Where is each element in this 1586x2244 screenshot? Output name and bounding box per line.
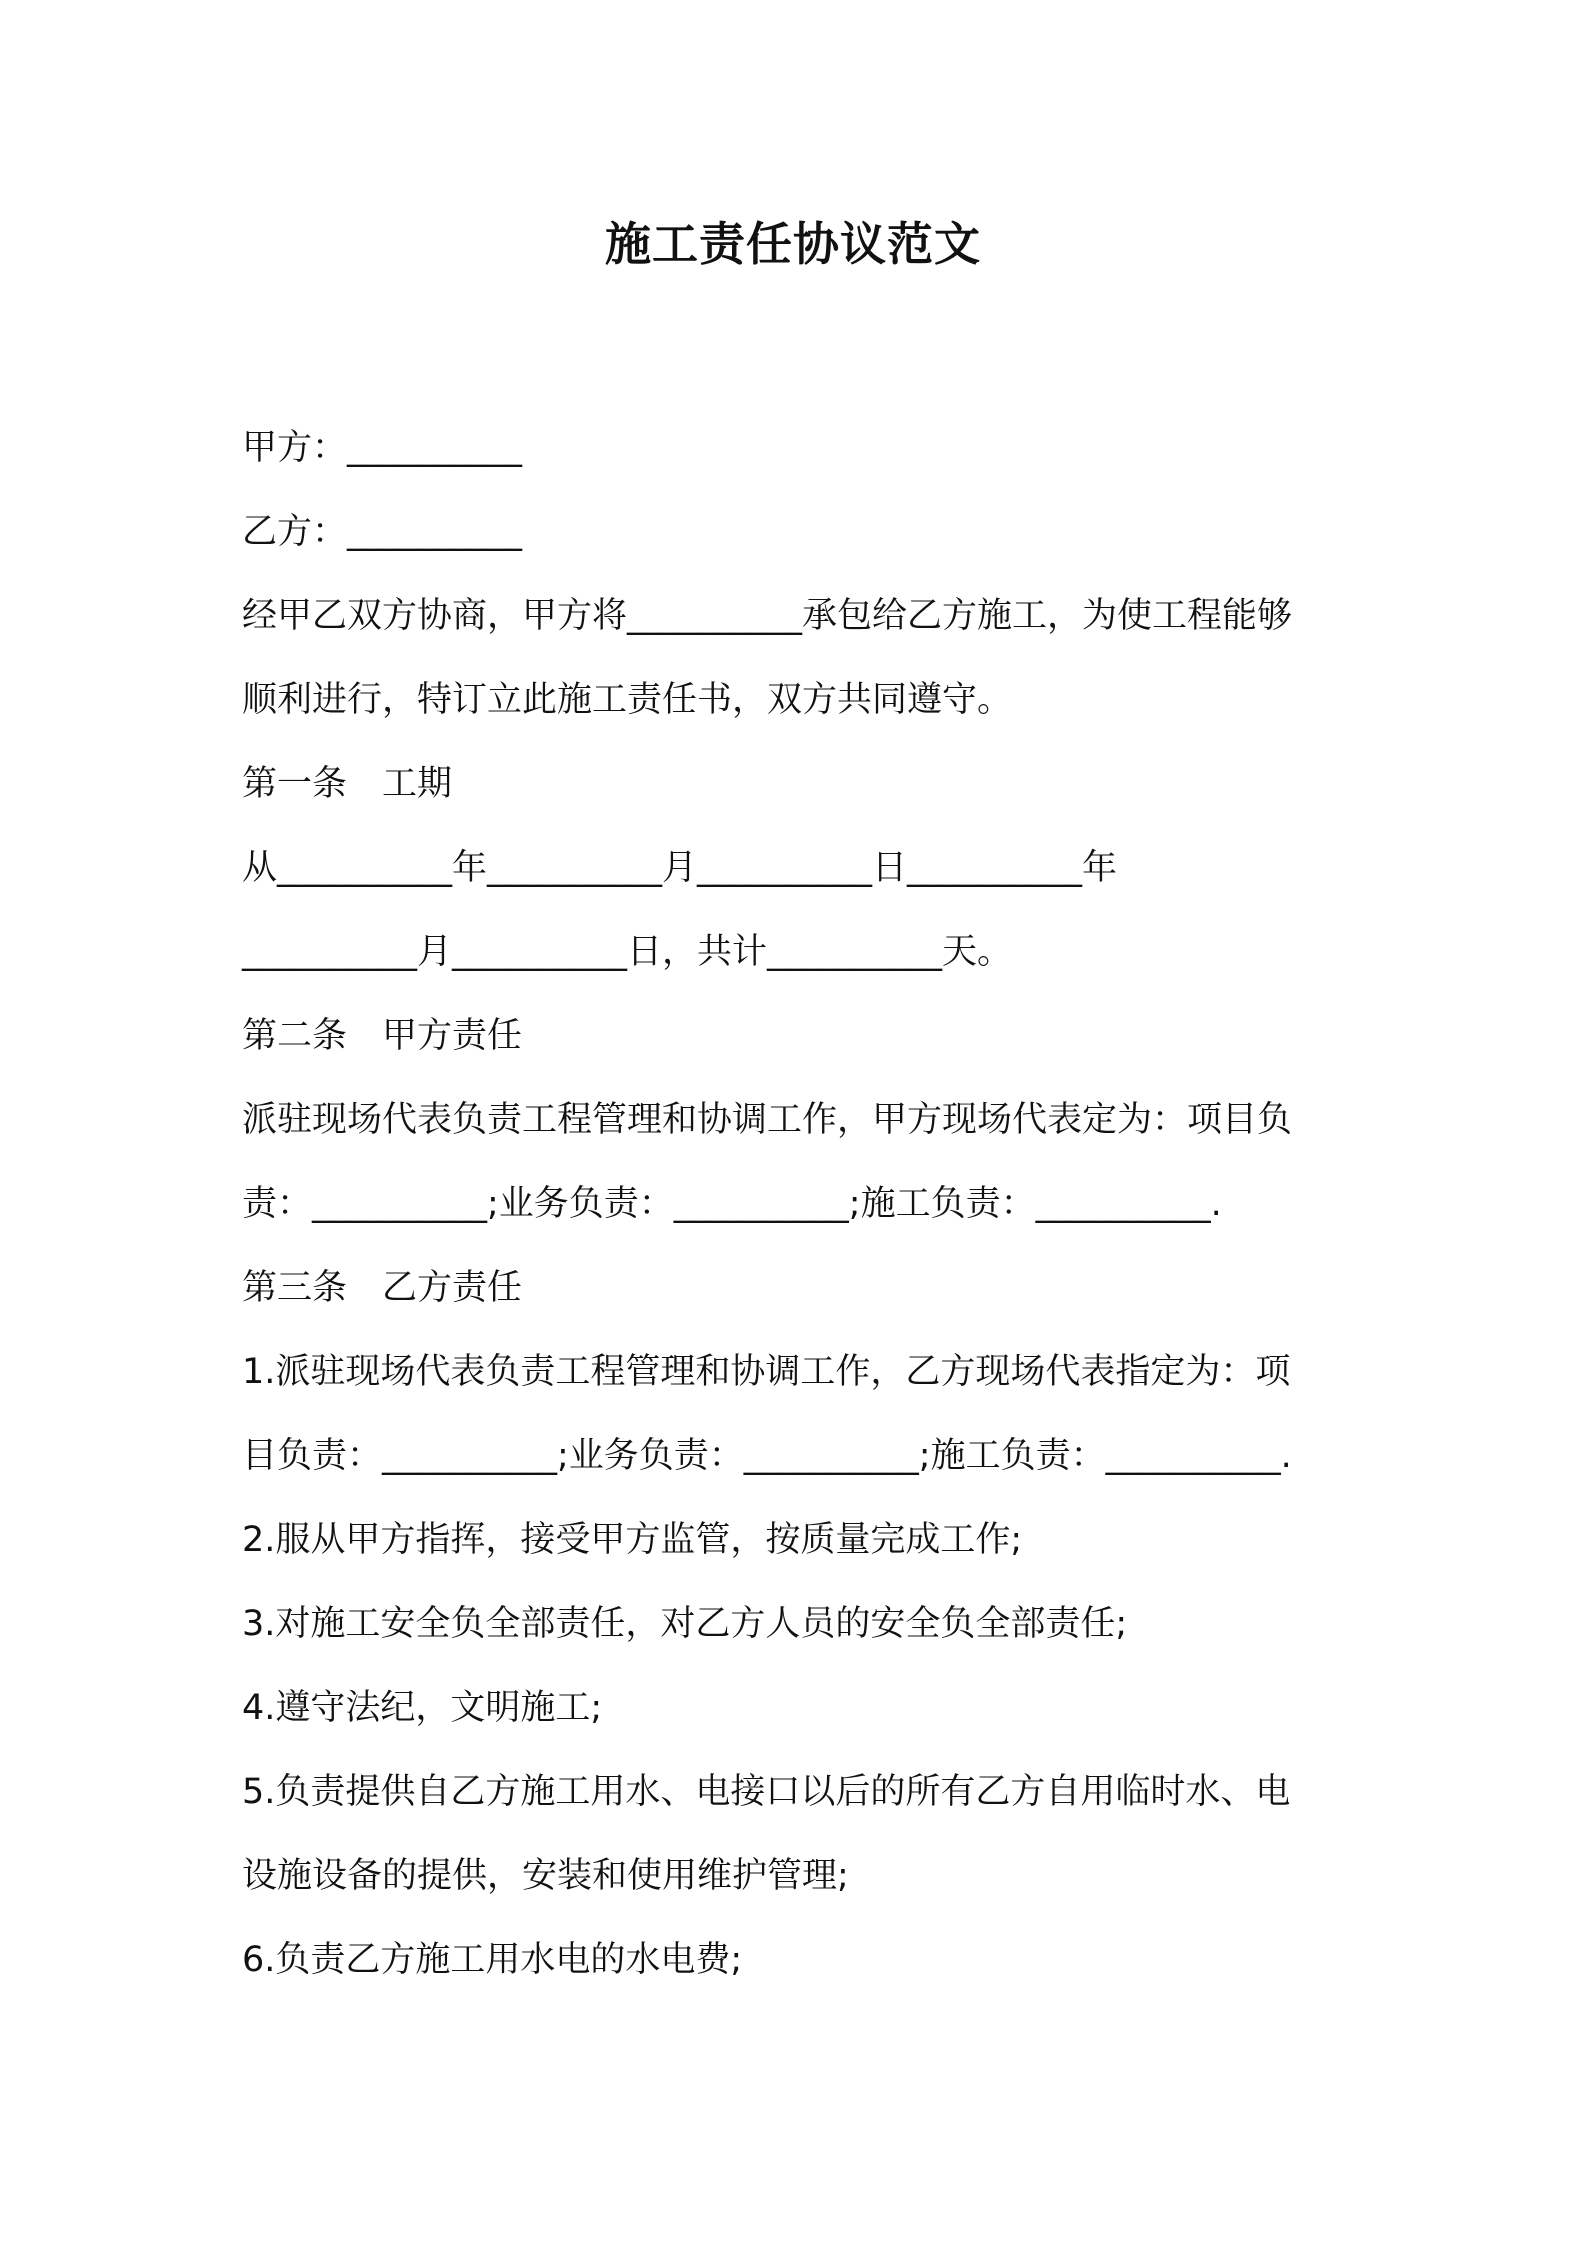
- article-2-line-1: 派驻现场代表负责工程管理和协调工作，甲方现场代表定为：项目负: [242, 1100, 1293, 1140]
- preamble-line-2: 顺利进行，特订立此施工责任书，双方共同遵守。: [242, 680, 1013, 720]
- article-1-heading: 第一条 工期: [242, 764, 453, 804]
- document-title: 施工责任协议范文: [605, 217, 981, 271]
- article-3-item-1-line-1: 1.派驻现场代表负责工程管理和协调工作，乙方现场代表指定为：项: [242, 1352, 1291, 1392]
- article-3-heading: 第三条 乙方责任: [242, 1268, 523, 1308]
- article-3-item-4: 4.遵守法纪，文明施工;: [242, 1688, 603, 1728]
- article-3-item-3: 3.对施工安全负全部责任，对乙方人员的安全负全部责任;: [242, 1604, 1128, 1644]
- article-2-line-2: 责：__________;业务负责：__________;施工负责：__________.: [242, 1184, 1222, 1224]
- article-3-item-5-line-1: 5.负责提供自乙方施工用水、电接口以后的所有乙方自用临时水、电: [242, 1772, 1291, 1812]
- document-body: [242, 406, 1362, 2002]
- article-3-item-2: 2.服从甲方指挥，接受甲方监管，按质量完成工作;: [242, 1520, 1023, 1560]
- article-1-line-1: 从__________年__________月__________日__________年: [242, 848, 1118, 888]
- article-3-item-1-line-2: 目负责：__________;业务负责：__________;施工负责：__________.: [242, 1436, 1292, 1476]
- preamble-line-1: 经甲乙双方协商，甲方将__________承包给乙方施工，为使工程能够: [242, 596, 1293, 636]
- article-3-item-5-line-2: 设施设备的提供，安装和使用维护管理;: [242, 1856, 849, 1896]
- article-1-line-2: __________月__________日，共计__________天。: [242, 932, 1013, 972]
- party-a-line: 甲方：__________: [242, 428, 523, 468]
- article-3-item-6: 6.负责乙方施工用水电的水电费;: [242, 1940, 743, 1980]
- party-b-line: 乙方：__________: [242, 512, 523, 552]
- article-2-heading: 第二条 甲方责任: [242, 1016, 523, 1056]
